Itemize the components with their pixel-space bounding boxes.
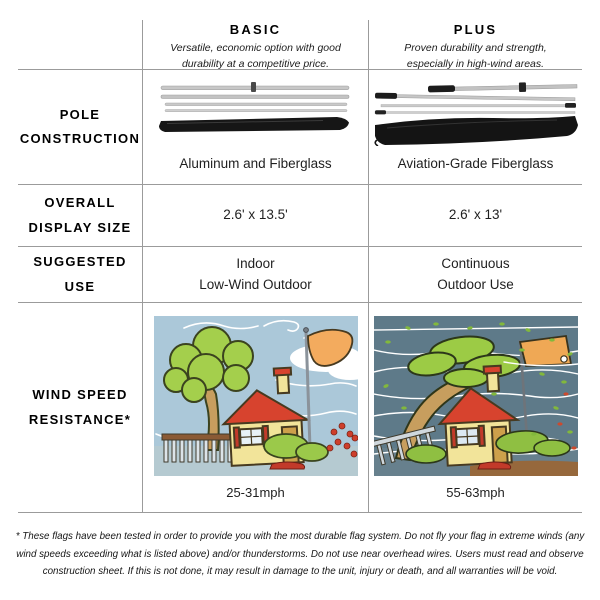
basic-use-line2: Low-Wind Outdoor [199,276,312,292]
basic-use-line1: Indoor [236,255,275,271]
header-corner-spacer [18,20,142,70]
basic-pole-material: Aluminum and Fiberglass [179,155,332,171]
use-label-line2: USE [64,278,96,294]
plus-column-header [368,20,582,70]
row-label-suggested-use [18,247,142,303]
wind-label-line2: RESISTANCE* [28,411,132,427]
basic-display-size-cell [142,185,368,247]
footnote [0,528,600,581]
footnote-line2: wind speeds exceeding what is listed above) and/or thunderstorms. Do not use near overhead wires. Users must read and observe [16,548,584,560]
footnote-line1: * These flags have been tested in order to provide you with the most durable flag system. Do not fly your flag in extreme winds (any [15,531,585,542]
pole-label-line1: POLE [59,106,101,122]
basic-wind-speed: 25-31mph [226,485,285,500]
row-label-pole-construction [18,70,142,185]
plus-pole-material: Aviation-Grade Fiberglass [397,155,554,171]
basic-description-line1: Versatile, economic option with good [170,42,341,54]
size-label-line2: DISPLAY SIZE [28,219,132,235]
plus-display-size: 2.6' x 13' [448,207,503,223]
pole-clip-icon [251,82,256,92]
plus-description-line1: Proven durability and strength, [404,42,547,54]
basic-pole-construction-cell [142,70,368,185]
carry-bag-icon [159,117,349,132]
use-label-line1: SUGGESTED [33,254,127,270]
plus-pole-kit-image [373,80,579,146]
basic-column-header [142,20,368,70]
basic-pole-kit-image [153,80,359,146]
plus-wind-resistance-cell [368,303,582,513]
row-label-overall-display-size [18,185,142,247]
plus-description-line2: especially in high-wind areas. [406,57,545,70]
size-label-line1: OVERALL [44,195,116,211]
plus-column-title: PLUS [453,22,498,37]
comparison-table [18,20,582,513]
plus-display-size-cell [368,185,582,247]
basic-column-description [170,41,341,70]
plus-column-description [404,41,546,70]
row-label-wind-speed-resistance [18,303,142,513]
calm-wind-scene-illustration [154,316,358,476]
storm-wind-scene-illustration [374,316,578,476]
plus-use-line2: Outdoor Use [437,276,514,292]
basic-description-line2: durability at a competitive price. [181,57,330,70]
basic-column-title: BASIC [229,22,282,37]
basic-wind-resistance-cell [142,303,368,513]
plus-wind-speed: 55-63mph [446,485,505,500]
plus-pole-construction-cell [368,70,582,185]
basic-display-size: 2.6' x 13.5' [223,207,288,223]
wind-label-line1: WIND SPEED [32,387,128,403]
footnote-line3: construction sheet. If this is not done, it may result in damage to the unit, injury or death, and all warranties will be void. [42,566,558,578]
plus-suggested-use-cell [368,247,582,303]
plus-use-line1: Continuous [441,255,510,271]
pole-label-line2: CONSTRUCTION [19,131,141,146]
basic-suggested-use-cell [142,247,368,303]
